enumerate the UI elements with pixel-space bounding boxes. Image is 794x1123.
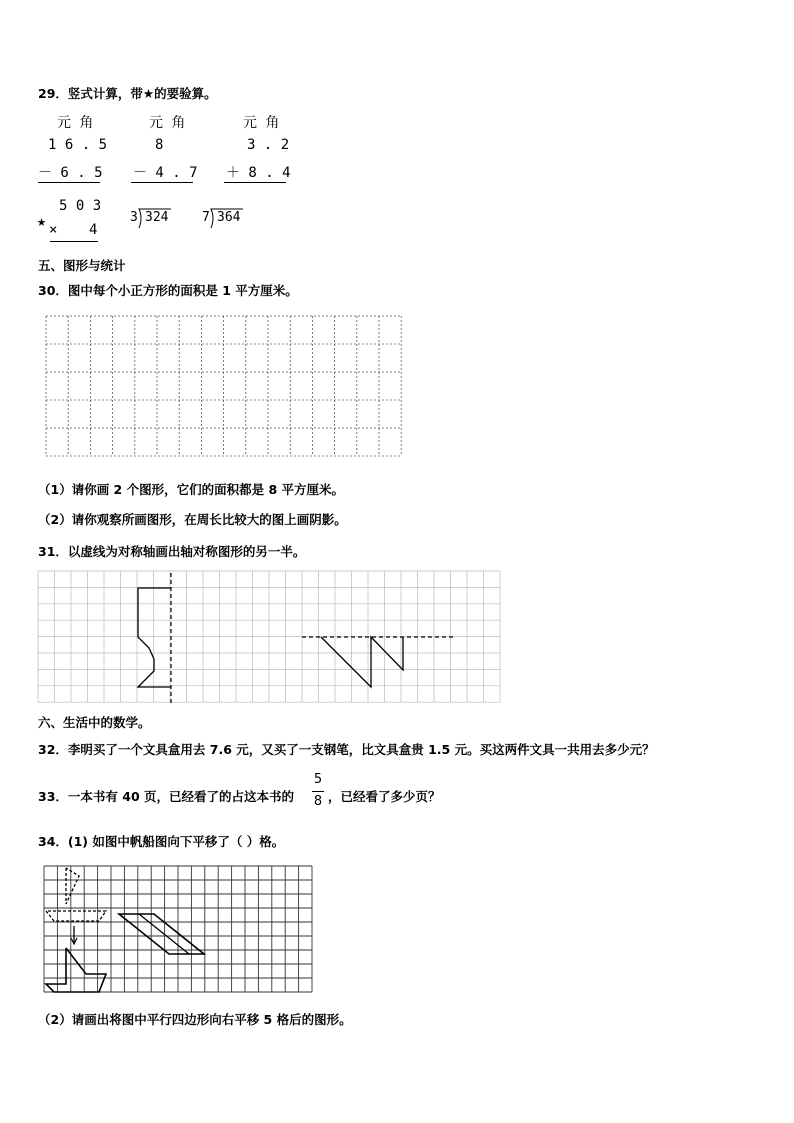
q33-frac-num: 5 bbox=[313, 772, 323, 787]
q31-grid bbox=[38, 571, 502, 703]
q31-title: 31．以虚线为对称轴画出轴对称图形的另一半。 bbox=[38, 544, 306, 559]
q29-p1-bottom: － 6 . 5 bbox=[38, 165, 103, 181]
q29-title: 29．竖式计算，带★的要验算。 bbox=[38, 86, 217, 101]
q29-p1-line bbox=[38, 182, 100, 183]
q34-sub2: （2）请画出将图中平行四边形向右平移 5 格后的图形。 bbox=[38, 1012, 352, 1027]
q33-frac-bar bbox=[312, 791, 324, 792]
q29-p3-line bbox=[224, 182, 286, 183]
q29-div2-divisor: 7 bbox=[202, 210, 210, 225]
q31-shape-right bbox=[321, 637, 403, 687]
q33-frac-den: 8 bbox=[313, 794, 323, 809]
q29-p1-unit: 元 角 bbox=[57, 115, 94, 131]
q34-sailboat-moved bbox=[46, 948, 106, 992]
q29-p2-line bbox=[131, 182, 193, 183]
q34-sailboat-hull-original bbox=[46, 911, 106, 921]
q29-p1-top: 1 6 . 5 bbox=[48, 137, 108, 153]
q29-div2-dividend: 364 bbox=[217, 210, 241, 225]
q33-text-after: ，已经看了多少页？ bbox=[328, 789, 441, 804]
q31-shape-left bbox=[138, 588, 171, 687]
q32-title: 32．李明买了一个文具盒用去 7.6 元，又买了一支钢笔，比文具盒贵 1.5 元。买这两件文具一共用去多少元？ bbox=[38, 742, 655, 757]
q30-sub2: （2）请你观察所画图形，在周长比较大的图上画阴影。 bbox=[38, 512, 347, 527]
q29-p2-top: 8 bbox=[155, 137, 164, 153]
q29-div1-dividend: 324 bbox=[145, 210, 169, 225]
q29-p3-top: 3 . 2 bbox=[247, 137, 290, 153]
q33-text-before: 33．一本书有 40 页，已经看了的占这本书的 bbox=[38, 789, 294, 804]
q29-p2-bottom: － 4 . 7 bbox=[133, 165, 198, 181]
grid-lines bbox=[46, 316, 401, 456]
q29-p3-bottom: ＋ 8 . 4 bbox=[226, 165, 291, 181]
q29-mul-sign: × bbox=[49, 222, 58, 238]
q34-sailboat-original bbox=[66, 868, 79, 904]
q29-mul-top: 5 0 3 bbox=[59, 198, 102, 214]
q29-div1-divisor: 3 bbox=[130, 210, 138, 225]
section5-heading: 五、图形与统计 bbox=[38, 258, 126, 273]
q30-sub1: （1）请你画 2 个图形，它们的面积都是 8 平方厘米。 bbox=[38, 482, 345, 497]
section6-heading: 六、生活中的数学。 bbox=[38, 715, 151, 730]
q30-title: 30．图中每个小正方形的面积是 1 平方厘米。 bbox=[38, 283, 298, 298]
q34-parallelogram-diagonal bbox=[139, 914, 189, 954]
q34-grid bbox=[44, 866, 314, 994]
q29-mul-line bbox=[50, 241, 98, 242]
star-icon: ★ bbox=[37, 212, 47, 230]
q34-sub1: 34．(1) 如图中帆船图向下平移了（ ）格。 bbox=[38, 834, 285, 849]
q29-mul-bottom: 4 bbox=[89, 222, 98, 238]
q30-grid bbox=[46, 316, 402, 458]
grid-lines bbox=[44, 866, 312, 992]
q29-p2-unit: 元 角 bbox=[149, 115, 186, 131]
q29-p3-unit: 元 角 bbox=[243, 115, 280, 131]
